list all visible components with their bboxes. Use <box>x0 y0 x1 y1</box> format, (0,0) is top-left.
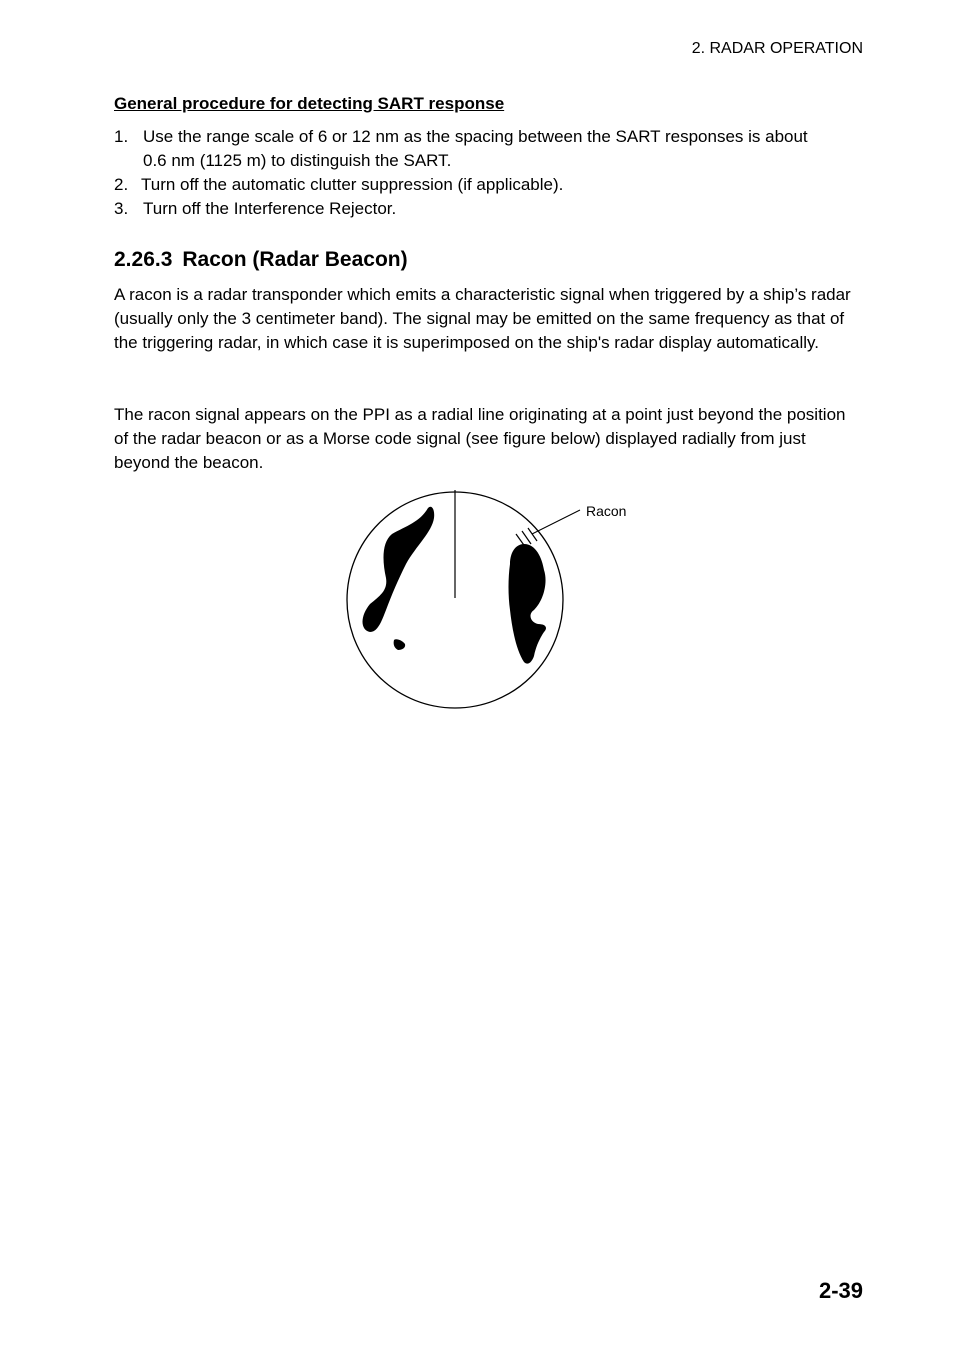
body-paragraph: The racon signal appears on the PPI as a radial line originating at a point just beyond the position of the radar beacon or as a Morse code signal (see figure below) displayed radially from just beyond the beacon. <box>114 405 846 472</box>
step-number: 1. <box>114 127 129 146</box>
procedure-heading: General procedure for detecting SART response <box>114 94 505 113</box>
step-number: 3. <box>114 199 129 218</box>
island-echo <box>509 544 547 664</box>
small-echo <box>394 639 406 650</box>
step-text: Turn off the Interference Rejector. <box>143 199 397 218</box>
step-text: Turn off the automatic clutter suppression (if applicable). <box>141 175 564 194</box>
body-paragraph: A racon is a radar transponder which emits a characteristic signal when triggered by a ship’s radar (usually only the 3 centimeter band). The signal may be emitted on the same frequency as that of the triggering radar, in which case it is superimposed on the ship's radar display automatically. <box>114 285 851 352</box>
step-number: 2. <box>114 175 129 194</box>
running-header: 2. RADAR OPERATION <box>691 40 863 57</box>
section-title-text: Racon (Radar Beacon) <box>182 248 408 271</box>
procedure-steps <box>114 125 834 221</box>
step-text: Use the range scale of 6 or 12 nm as the spacing between the SART responses is about 0.6 nm (1125 m) to distinguish the SART. <box>143 127 808 170</box>
racon-signal-mark <box>522 531 531 544</box>
section-number: 2.26.3 <box>114 248 173 271</box>
racon-figure <box>340 482 660 717</box>
landmass-echo <box>363 507 435 632</box>
racon-leader-line <box>532 510 580 534</box>
page-number: 2-39 <box>818 1278 863 1303</box>
procedure-step <box>114 125 834 173</box>
racon-label: Racon <box>586 503 627 519</box>
procedure-step <box>114 197 834 221</box>
racon-signal-mark <box>528 528 537 541</box>
procedure-step <box>114 173 834 197</box>
section-title <box>114 246 408 274</box>
